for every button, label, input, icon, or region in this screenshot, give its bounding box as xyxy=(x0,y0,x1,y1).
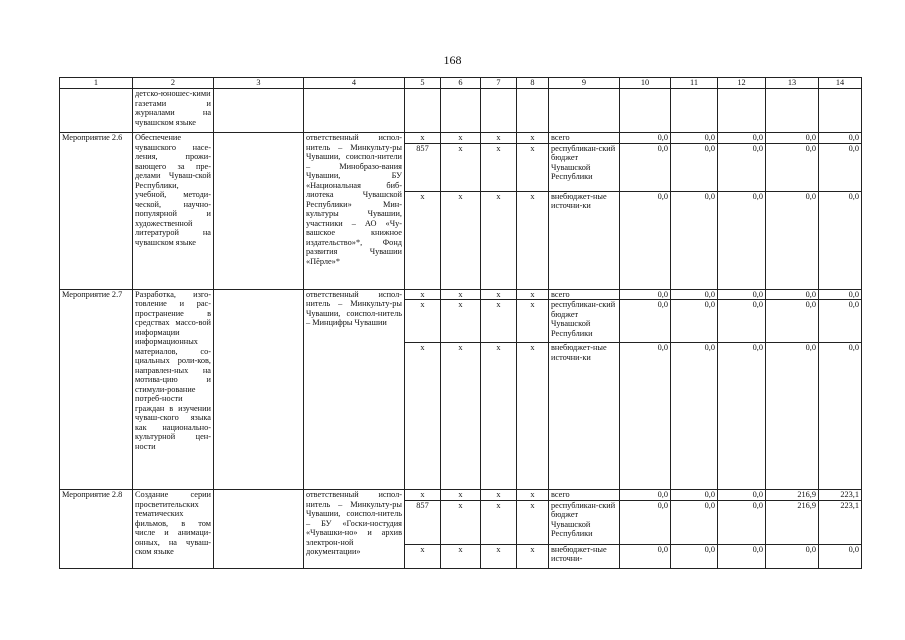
value-col14: 0,0 xyxy=(819,544,862,568)
code-section: х xyxy=(441,143,481,191)
value-col14: 223,1 xyxy=(819,490,862,501)
value-col13: 0,0 xyxy=(766,544,819,568)
code-target: х xyxy=(481,143,517,191)
column-number-2: 2 xyxy=(133,78,214,89)
column-number-4: 4 xyxy=(304,78,405,89)
value-col14: 0,0 xyxy=(819,143,862,191)
code-type: х xyxy=(517,343,549,490)
measure-description: Обеспечение чувашского насе-ления, прожи-вающего за пре-делами Чуваш-ской Республики, учебной, методи-ческой, научно-популярной и художественной литературой на чувашском языке xyxy=(133,133,214,290)
measure-executors: ответственный испол-нитель – Минкульту-ры Чувашии, соиспол-нитель – БУ «Госки-ностудия «Чувашки-но» и архив электрон-ной документации» xyxy=(304,490,405,569)
continuation-row xyxy=(60,89,862,133)
column-number-6: 6 xyxy=(441,78,481,89)
code-target: х xyxy=(481,191,517,289)
code-grbs: х xyxy=(405,191,441,289)
cont-col14 xyxy=(819,89,862,133)
value-col14: 0,0 xyxy=(819,191,862,289)
value-col12: 0,0 xyxy=(718,191,766,289)
code-type: х xyxy=(517,500,549,544)
code-target: х xyxy=(481,544,517,568)
value-col11: 0,0 xyxy=(671,143,718,191)
cont-col11 xyxy=(671,89,718,133)
measure-col3 xyxy=(214,490,304,569)
code-grbs: х xyxy=(405,544,441,568)
code-section: х xyxy=(441,544,481,568)
page-number: 168 xyxy=(443,53,462,67)
value-col13: 0,0 xyxy=(766,343,819,490)
measure-description: Создание серии просветительских тематических фильмов, в том числе и анимаци-онных, на чуваш-ском языке xyxy=(133,490,214,569)
column-number-1: 1 xyxy=(60,78,133,89)
code-section: х xyxy=(441,343,481,490)
code-target: х xyxy=(481,343,517,490)
cont-col12 xyxy=(718,89,766,133)
funding-source: республикан-ский бюджет Чувашской Республики xyxy=(549,143,620,191)
measure-col3 xyxy=(214,133,304,290)
value-col12: 0,0 xyxy=(718,343,766,490)
measure-label: Мероприятие 2.8 xyxy=(60,490,133,569)
code-grbs: 857 xyxy=(405,143,441,191)
value-col12: 0,0 xyxy=(718,289,766,300)
code-type: х xyxy=(517,289,549,300)
funding-source: республикан-ский бюджет Чувашской Республики xyxy=(549,500,620,544)
funding-source: всего xyxy=(549,289,620,300)
cont-col3 xyxy=(214,89,304,133)
value-col10: 0,0 xyxy=(620,133,671,144)
measure-col3 xyxy=(214,289,304,490)
value-col13: 0,0 xyxy=(766,143,819,191)
funding-source: внебюджет-ные источни-ки xyxy=(549,191,620,289)
column-number-8: 8 xyxy=(517,78,549,89)
measure-executors: ответственный испол-нитель – Минкульту-ры Чувашии, соиспол-нители – Минобразо-вания Чувашии, БУ «Национальная биб-лиотека Чувашской Республики» Мин-культуры Чувашии, участники – АО «Чу-вашское книжное издательство»*, Фонд развития Чувашии «Пĕрле»* xyxy=(304,133,405,290)
value-col11: 0,0 xyxy=(671,500,718,544)
code-grbs: х xyxy=(405,133,441,144)
funding-source: внебюджет-ные источни-ки xyxy=(549,343,620,490)
value-col10: 0,0 xyxy=(620,544,671,568)
table-row xyxy=(60,490,862,501)
value-col10: 0,0 xyxy=(620,289,671,300)
cont-col7 xyxy=(481,89,517,133)
code-grbs: х xyxy=(405,300,441,343)
value-col10: 0,0 xyxy=(620,343,671,490)
value-col13: 216,9 xyxy=(766,500,819,544)
funding-source: республикан-ский бюджет Чувашской Республики xyxy=(549,300,620,343)
code-section: х xyxy=(441,133,481,144)
column-number-10: 10 xyxy=(620,78,671,89)
value-col11: 0,0 xyxy=(671,191,718,289)
code-type: х xyxy=(517,143,549,191)
column-number-5: 5 xyxy=(405,78,441,89)
value-col11: 0,0 xyxy=(671,289,718,300)
value-col11: 0,0 xyxy=(671,300,718,343)
value-col13: 0,0 xyxy=(766,289,819,300)
value-col12: 0,0 xyxy=(718,544,766,568)
measure-description: Разработка, изго-товление и рас-пространение в средствах массо-вой информации информационных материалов, со-циальных роли-ков, направлен-ных на мотива-цию и стимули-рование потреб-ности граждан в изучении чуваш-ского языка как национально-культурной цен-ности xyxy=(133,289,214,490)
table-row xyxy=(60,289,862,300)
value-col12: 0,0 xyxy=(718,133,766,144)
cont-col8 xyxy=(517,89,549,133)
table-row xyxy=(60,133,862,144)
funding-source: всего xyxy=(549,133,620,144)
code-target: х xyxy=(481,133,517,144)
funding-source: всего xyxy=(549,490,620,501)
cont-col6 xyxy=(441,89,481,133)
value-col10: 0,0 xyxy=(620,500,671,544)
cont-col10 xyxy=(620,89,671,133)
value-col12: 0,0 xyxy=(718,300,766,343)
column-number-11: 11 xyxy=(671,78,718,89)
value-col13: 0,0 xyxy=(766,300,819,343)
column-number-7: 7 xyxy=(481,78,517,89)
code-section: х xyxy=(441,490,481,501)
code-target: х xyxy=(481,490,517,501)
code-target: х xyxy=(481,300,517,343)
value-col14: 0,0 xyxy=(819,133,862,144)
code-section: х xyxy=(441,300,481,343)
column-number-3: 3 xyxy=(214,78,304,89)
code-type: х xyxy=(517,544,549,568)
measure-label: Мероприятие 2.6 xyxy=(60,133,133,290)
column-number-9: 9 xyxy=(549,78,620,89)
value-col11: 0,0 xyxy=(671,490,718,501)
value-col11: 0,0 xyxy=(671,133,718,144)
column-number-12: 12 xyxy=(718,78,766,89)
measure-label: Мероприятие 2.7 xyxy=(60,289,133,490)
value-col14: 0,0 xyxy=(819,300,862,343)
code-target: х xyxy=(481,289,517,300)
value-col13: 0,0 xyxy=(766,133,819,144)
code-section: х xyxy=(441,191,481,289)
value-col12: 0,0 xyxy=(718,490,766,501)
code-type: х xyxy=(517,490,549,501)
column-number-13: 13 xyxy=(766,78,819,89)
value-col12: 0,0 xyxy=(718,143,766,191)
code-section: х xyxy=(441,289,481,300)
cont-col1 xyxy=(60,89,133,133)
code-type: х xyxy=(517,191,549,289)
value-col10: 0,0 xyxy=(620,143,671,191)
value-col10: 0,0 xyxy=(620,191,671,289)
value-col10: 0,0 xyxy=(620,300,671,343)
value-col14: 0,0 xyxy=(819,289,862,300)
code-grbs: х xyxy=(405,343,441,490)
measure-executors: ответственный испол-нитель – Минкульту-ры Чувашии, соиспол-нитель – Минцифры Чувашии xyxy=(304,289,405,490)
value-col12: 0,0 xyxy=(718,500,766,544)
column-number-row xyxy=(60,78,862,89)
code-grbs: х xyxy=(405,289,441,300)
code-target: х xyxy=(481,500,517,544)
column-number-14: 14 xyxy=(819,78,862,89)
cont-description: детско-юношес-кими газетами и журналами на чувашском языке xyxy=(133,89,214,133)
value-col13: 216,9 xyxy=(766,490,819,501)
funding-source: внебюджет-ные источни- xyxy=(549,544,620,568)
cont-col13 xyxy=(766,89,819,133)
code-type: х xyxy=(517,300,549,343)
value-col10: 0,0 xyxy=(620,490,671,501)
cont-col5 xyxy=(405,89,441,133)
code-grbs: 857 xyxy=(405,500,441,544)
cont-col9 xyxy=(549,89,620,133)
value-col11: 0,0 xyxy=(671,544,718,568)
value-col11: 0,0 xyxy=(671,343,718,490)
budget-table xyxy=(59,77,862,569)
value-col14: 223,1 xyxy=(819,500,862,544)
value-col13: 0,0 xyxy=(766,191,819,289)
code-type: х xyxy=(517,133,549,144)
cont-col4 xyxy=(304,89,405,133)
code-section: х xyxy=(441,500,481,544)
code-grbs: х xyxy=(405,490,441,501)
value-col14: 0,0 xyxy=(819,343,862,490)
